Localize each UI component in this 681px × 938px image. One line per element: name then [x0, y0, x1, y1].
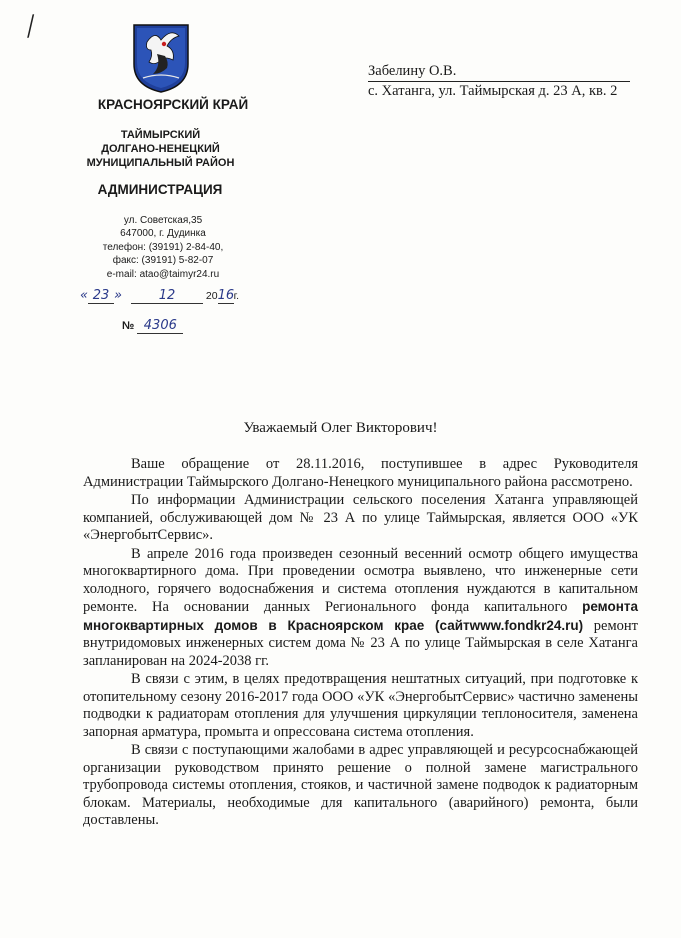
pen-mark: / [24, 7, 38, 46]
contact-fax: факс: (39191) 5-82-07 [112, 255, 214, 267]
registration-number [122, 318, 183, 334]
date-close-quote: » [114, 288, 123, 303]
sender-office: АДМИНИСТРАЦИЯ [97, 182, 223, 197]
district-line: МУНИЦИПАЛЬНЫЙ РАЙОН [86, 157, 235, 169]
body-paragraph: По информации Администрации сельского поселения Хатанга управляющей компанией, обслуживающей дом № 23 А по улице Таймырская, является ООО «УК «ЭнергобытСервис». [83, 492, 638, 543]
body-paragraph: Ваше обращение от 28.11.2016, поступившее в адрес Руководителя Администрации Таймырского Долгано-Ненецкого муниципального района рассмотрено. [83, 456, 638, 490]
body-paragraph: В связи с поступающими жалобами в адрес управляющей и ресурсоснабжающей организации руководством принято решение о полной замене магистрального трубопровода системы отопления, стояков, и частичной замене подводок к радиаторным блокам. Материалы, необходимые для капитального (аварийного) ремонта, были доставлены. [83, 742, 638, 828]
number-label: № [122, 320, 135, 332]
letter-body [83, 456, 638, 831]
sender-region: КРАСНОЯРСКИЙ КРАЙ [97, 97, 249, 112]
coat-of-arms-icon [131, 22, 191, 94]
district-line: ДОЛГАНО-НЕНЕЦКИЙ [101, 143, 220, 155]
sender-district [58, 128, 263, 170]
number-value: 4306 [137, 318, 183, 334]
registration-date [80, 288, 239, 304]
contact-city: 647000, г. Дудинка [120, 228, 206, 240]
contact-phone: телефон: (39191) 2-84-40, [102, 241, 224, 253]
date-year-end: г. [233, 290, 240, 302]
date-year-suffix: 16 [217, 288, 235, 303]
date-open-quote: « [80, 288, 89, 303]
fund-reference: ремонта многоквартирных домов в Красноярском крае (сайтwww.fondkr24.ru) [83, 599, 638, 633]
paragraph-text: В апреле 2016 года произведен сезонный весенний осмотр общего имущества многоквартирного дома. При проведении осмотра выявлено, что инженерные сети холодного, горячего водоснабжения и система отопления нуждаются в капитальном ремонте. На основании данных Регионального фонда капитального [83, 545, 638, 615]
body-paragraph [83, 546, 638, 671]
sender-contacts [88, 214, 238, 281]
date-month: 12 [131, 288, 203, 304]
addressee-name: Забелину О.В. [368, 62, 630, 82]
paragraph-text: ремонт внутридомовых инженерных систем дома № 23 А по улице Таймырская в селе Хатанга запланирован на 2024-2038 гг. [83, 617, 638, 669]
body-paragraph: В связи с этим, в целях предотвращения нештатных ситуаций, при подготовке к отопительному сезону 2016-2017 года ООО «УК «ЭнергобытСервис» частично заменены подводки к радиаторам отопления для улучшения циркуляции теплоносителя, заменена запорная арматура, промыта и опрессована система отопления. [83, 671, 638, 740]
contact-email: e-mail: atao@taimyr24.ru [106, 268, 220, 280]
date-year-prefix: 20 [205, 290, 218, 302]
greeting: Уважаемый Олег Викторович! [243, 420, 438, 436]
addressee-address: с. Хатанга, ул. Таймырская д. 23 А, кв. 2 [368, 83, 618, 99]
date-day: 23 [88, 288, 114, 304]
contact-street: ул. Советская,35 [123, 215, 203, 226]
district-line: ТАЙМЫРСКИЙ [120, 129, 201, 141]
addressee-block [368, 62, 630, 101]
